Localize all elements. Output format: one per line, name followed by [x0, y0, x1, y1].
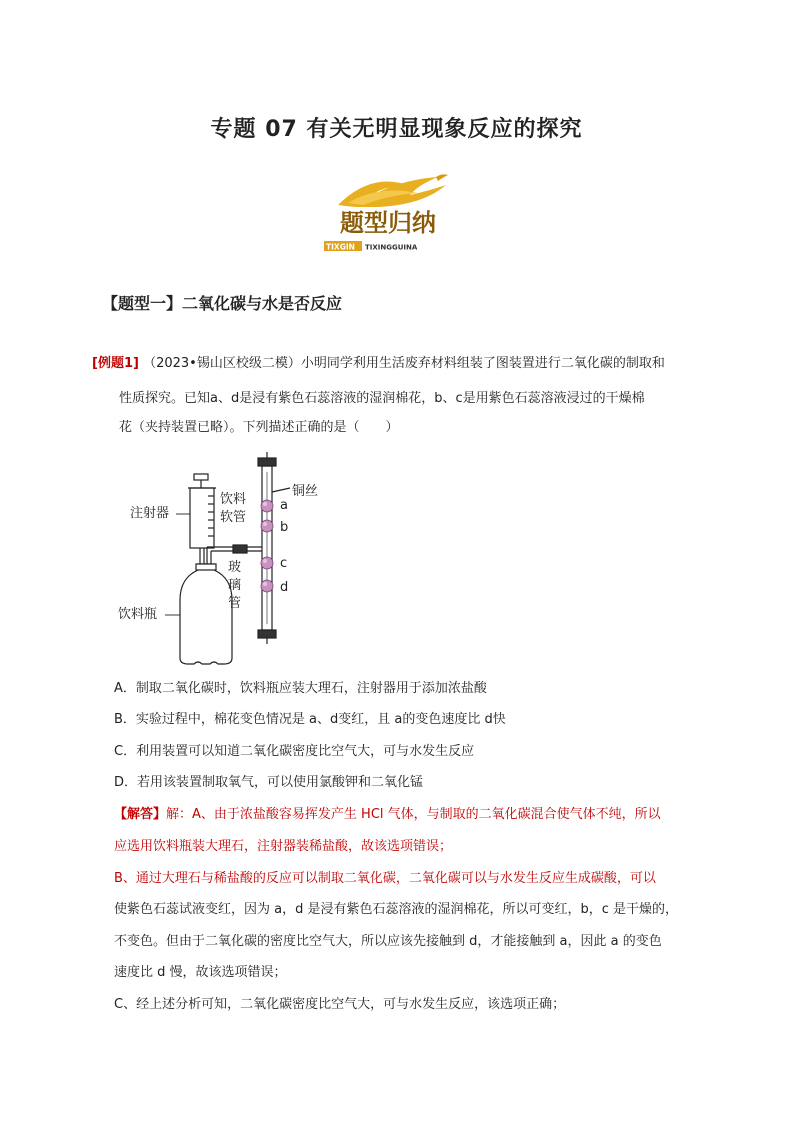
cotton-label-b: b: [280, 520, 289, 535]
cotton-ball-b-icon: [261, 520, 273, 532]
example-line-1: [92, 349, 665, 378]
cotton-ball-a-icon: [261, 500, 273, 512]
cotton-ball-c-icon: [261, 557, 273, 569]
answer-line-1: [114, 800, 661, 829]
page-title: 专题 07 有关无明显现象反应的探究: [210, 117, 583, 142]
bird-logo-icon: [318, 165, 458, 255]
soft-tube-label-top: 饮料: [220, 492, 247, 507]
answer-line-2: 应选用饮料瓶装大理石，注射器装稀盐酸，故该选项错误；: [114, 839, 453, 854]
glass-tube-label-3: 管: [228, 596, 242, 611]
answer-text-a1: 解：A、由于浓盐酸容易挥发产生 HCl 气体，与制取的二氧化碳混合使气体不纯，所以: [166, 807, 661, 822]
answer-line-5: 不变色。但由于二氧化碳的密度比空气大，所以应该先接触到 d，才能接触到 a，因此 a 的变色: [114, 934, 662, 949]
logo: [318, 165, 458, 255]
apparatus-diagram: [110, 452, 350, 670]
option-b: B．实验过程中，棉花变色情况是 a、d变红，且 a的变色速度比 d快: [114, 712, 506, 727]
logo-sub-left-text: TIXGIN: [326, 242, 355, 252]
cotton-label-d: d: [280, 580, 289, 595]
syringe-label: 注射器: [130, 506, 170, 521]
answer-line-3: B、通过大理石与稀盐酸的反应可以制取二氧化碳，二氧化碳可以与水发生反应生成碳酸，可以: [114, 871, 656, 886]
glass-tube-label-2: 璃: [228, 578, 242, 593]
section-heading: 【题型一】二氧化碳与水是否反应: [102, 294, 343, 313]
copper-wire-label: 铜丝: [292, 484, 319, 499]
cotton-ball-d-icon: [261, 580, 273, 592]
example-tag: [例题1]: [92, 356, 139, 371]
answer-line-7: C、经上述分析可知，二氧化碳密度比空气大，可与水发生反应，该选项正确；: [114, 997, 566, 1012]
logo-sub-right-text: TIXINGGUINA: [365, 243, 418, 252]
example-text-1: （2023•锡山区校级二模）小明同学利用生活废弃材料组装了图装置进行二氧化碳的制取和: [143, 356, 665, 371]
glass-tube-label-1: 玻: [228, 560, 242, 575]
logo-title-text: 题型归纳: [340, 208, 436, 237]
option-d: D．若用该装置制取氧气，可以使用氯酸钾和二氧化锰: [114, 775, 424, 790]
cotton-label-c: c: [280, 556, 288, 571]
answer-tag: 【解答】: [114, 807, 167, 822]
bottle-label: 饮料瓶: [118, 607, 158, 622]
option-a: A．制取二氧化碳时，饮料瓶应装大理石，注射器用于添加浓盐酸: [114, 681, 487, 696]
option-c: C．利用装置可以知道二氧化碳密度比空气大，可与水发生反应: [114, 744, 475, 759]
soft-tube-label-bottom: 软管: [220, 510, 247, 525]
cotton-label-a: a: [280, 498, 288, 513]
answer-line-6: 速度比 d 慢，故该选项错误；: [114, 965, 287, 980]
example-line-2: 性质探究。已知a、d是浸有紫色石蕊溶液的湿润棉花，b、c是用紫色石蕊溶液浸过的干燥棉: [119, 391, 645, 406]
answer-line-4: 使紫色石蕊试液变红，因为 a，d 是浸有紫色石蕊溶液的湿润棉花，所以可变红，b，c 是干燥的，: [114, 902, 679, 917]
example-line-3: 花（夹持装置已略）。下列描述正确的是（ ）: [119, 420, 399, 435]
